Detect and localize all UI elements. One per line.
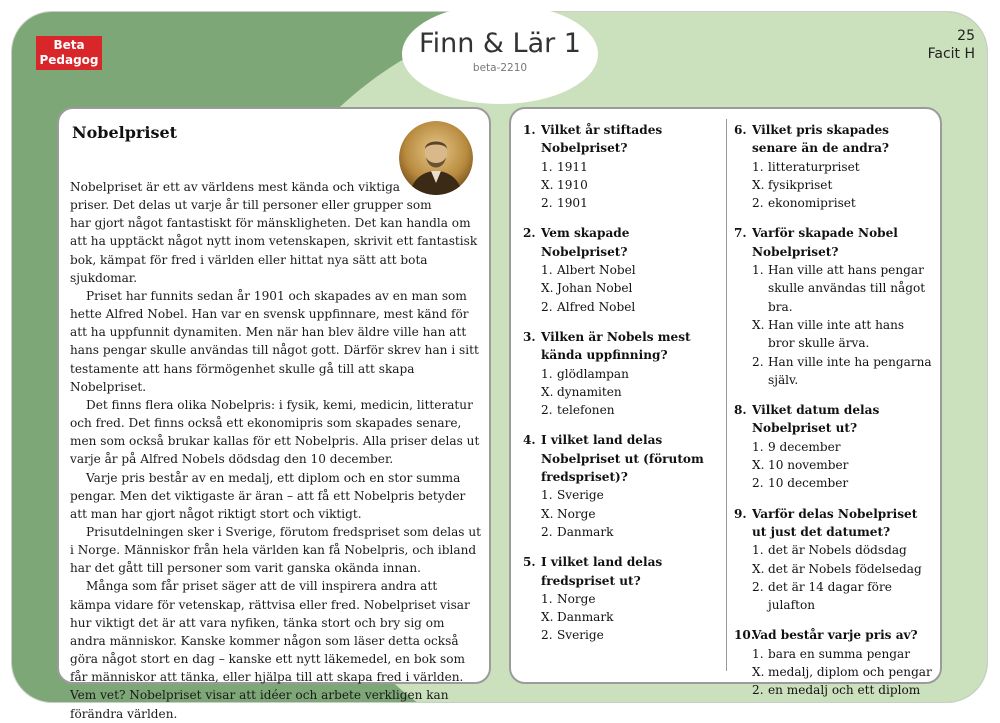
option-text: Sverige	[557, 628, 604, 643]
question-3	[523, 328, 719, 419]
answer-option	[523, 383, 719, 401]
logo-line-1: Beta	[53, 38, 85, 52]
option-text: fysikpriset	[768, 177, 833, 192]
option-label: 2.	[541, 196, 553, 211]
questions-panel	[509, 107, 942, 698]
answer-option	[523, 608, 719, 626]
option-label: 2.	[752, 196, 764, 211]
option-label: 1.	[541, 263, 553, 278]
option-label: X.	[541, 281, 554, 296]
column-divider	[726, 119, 727, 671]
answer-option	[734, 456, 934, 474]
answer-option	[523, 505, 719, 523]
question-label: Vilket pris skapades senare än de andra?	[752, 123, 889, 156]
answer-option	[523, 486, 719, 504]
option-text: 10 december	[768, 476, 849, 491]
option-label: 2.	[541, 524, 553, 539]
option-text: Han ville inte att hans bror skulle ärva.	[768, 317, 905, 351]
option-label: 2.	[752, 354, 764, 369]
option-text: glödlampan	[557, 366, 629, 381]
option-text: 1901	[557, 196, 588, 211]
question-4	[523, 431, 719, 541]
option-text: telefonen	[557, 403, 615, 418]
text-intro-line-1: Nobelpriset är ett av världens mest kända och viktiga	[70, 180, 401, 194]
option-text: Norge	[557, 506, 596, 521]
answer-option	[734, 578, 934, 615]
answer-option	[734, 353, 934, 390]
question-text	[734, 401, 934, 438]
option-label: X.	[752, 317, 765, 332]
text-paragraph: Priset har funnits sedan år 1901 och skapades av en man som hette Alfred Nobel. Han var en svensk uppfinnare, mest känd för att ha uppfunnit dynamiten. Men när han blev äldre ville han att hans pengar skulle användas till något gott. Därför skrev han i sitt testamente att hans förmögenhet skulle gå till att skapa Nobelpriset.	[70, 288, 479, 394]
answer-option	[734, 541, 934, 559]
answer-option	[523, 158, 719, 176]
question-label: Vilket år stiftades Nobelpriset?	[541, 123, 663, 156]
text-heading: Nobelpriset	[72, 123, 178, 142]
questions-column-1	[523, 121, 719, 657]
question-text	[523, 224, 719, 261]
text-paragraph: Varje pris består av en medalj, ett diplom och en stor summa pengar. Men det viktigaste är äran – att få ett Nobelpris betyder att man har gjort något riktigt stort och viktigt.	[70, 470, 466, 521]
question-9	[734, 505, 934, 615]
question-label: Vad består varje pris av?	[752, 628, 918, 643]
option-label: 1.	[752, 263, 764, 278]
option-label: X.	[541, 177, 554, 192]
question-number: 10.	[734, 628, 756, 643]
questions-column-2	[734, 121, 934, 712]
answer-option	[523, 626, 719, 644]
option-label: X.	[752, 458, 765, 473]
question-1	[523, 121, 719, 212]
question-label: Vem skapade Nobelpriset?	[541, 226, 630, 259]
text-paragraph: Många som får priset säger att de vill inspirera andra att kämpa vidare för vetenskap, rättvisa eller fred. Nobelpriset visar hur viktigt det är att vara nyfiken, tänka stort och bry sig om andra människor. Kanske kommer någon som läser detta också göra något stort en dag – kanske ett nytt läkemedel, en bok som får människor att tänka, eller hjälpa till att skapa fred i världen. Vem vet? Nobelpriset visar att idéer och arbete verkligen kan förändra världen.	[70, 579, 470, 721]
page-number: 25	[957, 28, 975, 44]
question-label: I vilket land delas Nobelpriset ut (förutom fredspriset)?	[541, 433, 704, 485]
option-text: Han ville att hans pengar skulle användas till något bra.	[768, 263, 926, 314]
question-text	[734, 224, 934, 261]
option-label: 1.	[541, 159, 553, 174]
reading-text	[70, 178, 482, 723]
option-text: Han ville inte ha pengarna själv.	[768, 354, 932, 387]
question-number: 7.	[734, 226, 747, 241]
option-label: 1.	[541, 591, 553, 606]
question-text	[523, 328, 719, 365]
option-label: 2.	[541, 299, 553, 314]
text-paragraph: har gjort något fantastiskt för mänskligheten. Det kan handla om att ha upptäckt något nytt inom vetenskapen, skrivit ett fantastisk bok, kämpat för fred i världen eller hittat nya sätt att bota sjukdomar.	[70, 216, 478, 285]
answer-option	[734, 194, 934, 212]
option-text: Sverige	[557, 488, 604, 503]
answer-option	[734, 158, 934, 176]
answer-option	[734, 663, 934, 681]
option-text: 1911	[557, 159, 588, 174]
option-label: 2.	[541, 628, 553, 643]
option-label: X.	[752, 177, 765, 192]
text-paragraph: Prisutdelningen sker i Sverige, förutom fredspriset som delas ut i Norge. Människor från hela världen kan få Nobelpris, och ibland har det gått till personer som varit ganska okända innan.	[70, 524, 482, 576]
option-text: 10 november	[768, 458, 849, 473]
answer-option	[523, 401, 719, 419]
option-text: det är Nobels födelsedag	[768, 561, 922, 576]
answer-option	[523, 194, 719, 212]
text-intro	[70, 178, 482, 214]
worksheet-title: Finn & Lär 1	[419, 28, 581, 59]
answer-option	[523, 176, 719, 194]
option-label: 1.	[541, 488, 553, 503]
answer-option	[734, 474, 934, 492]
question-number: 6.	[734, 123, 747, 137]
answer-option	[523, 298, 719, 316]
option-text: Danmark	[557, 610, 614, 625]
answer-option	[734, 681, 934, 699]
question-text	[523, 431, 719, 486]
logo-line-2: Pedagog	[39, 53, 99, 67]
option-label: 1.	[541, 366, 553, 381]
option-text: det är Nobels dödsdag	[768, 543, 907, 558]
text-intro-line-2: priser. Det delas ut varje år till personer eller grupper som	[70, 198, 432, 213]
option-text: Danmark	[557, 524, 614, 539]
option-label: X.	[752, 561, 765, 576]
question-label: I vilket land delas fredspriset ut?	[541, 555, 663, 588]
option-text: dynamiten	[557, 384, 622, 399]
answer-option	[734, 176, 934, 194]
worksheet-code: beta-2210	[472, 62, 528, 74]
option-text: det är 14 dagar före julafton	[768, 579, 892, 613]
option-label: 1.	[752, 646, 764, 661]
answer-option	[523, 590, 719, 608]
question-number: 5.	[523, 555, 536, 570]
question-8	[734, 401, 934, 492]
option-text: 1910	[557, 177, 588, 192]
question-label: Vilket datum delas Nobelpriset ut?	[752, 403, 880, 436]
option-label: 2.	[752, 579, 764, 594]
question-text	[523, 553, 719, 590]
answer-option	[523, 523, 719, 541]
option-label: 1.	[752, 543, 764, 558]
question-5	[523, 553, 719, 644]
option-text: en medalj och ett diplom	[768, 683, 921, 698]
text-paragraph: Det finns flera olika Nobelpris: i fysik, kemi, medicin, litteratur och fred. Det finns också ett ekonomipris som skapades senare, men som också brukar kallas för ett Nobelpris. Alla priser delas ut varje år på Alfred Nobels dödsdag den 10 december.	[70, 397, 480, 467]
reading-text-panel	[57, 107, 491, 721]
answer-option	[523, 365, 719, 383]
option-label: X.	[541, 610, 554, 625]
question-6	[734, 121, 934, 212]
option-label: 2.	[541, 403, 553, 418]
option-label: 2.	[752, 683, 764, 698]
question-2	[523, 224, 719, 315]
question-text	[734, 121, 934, 158]
beta-pedagog-logo	[36, 36, 102, 70]
option-text: Albert Nobel	[557, 263, 636, 278]
answer-option	[523, 261, 719, 279]
question-number: 8.	[734, 403, 747, 418]
answer-option	[734, 560, 934, 578]
answer-option	[734, 438, 934, 456]
question-number: 3.	[523, 329, 536, 344]
question-number: 1.	[523, 123, 536, 137]
option-text: Norge	[557, 591, 596, 606]
answer-option	[734, 261, 934, 316]
question-label: Vilken är Nobels mest kända uppfinning?	[541, 329, 691, 363]
question-text	[734, 626, 934, 644]
page-info	[928, 27, 975, 63]
question-7	[734, 224, 934, 389]
question-label: Varför skapade Nobel Nobelpriset?	[752, 226, 898, 259]
option-text: medalj, diplom och pengar	[768, 665, 932, 680]
question-text	[523, 121, 719, 158]
answer-option	[734, 316, 934, 353]
option-text: Johan Nobel	[557, 281, 633, 296]
question-number: 2.	[523, 226, 536, 241]
answer-option	[734, 645, 934, 663]
facit-label: Facit H	[927, 46, 975, 62]
question-number: 9.	[734, 506, 747, 521]
question-text	[734, 505, 934, 542]
question-number: 4.	[523, 433, 536, 448]
option-text: Alfred Nobel	[557, 299, 636, 314]
option-label: 2.	[752, 476, 764, 491]
option-text: ekonomipriset	[768, 196, 856, 211]
question-label: Varför delas Nobelpriset ut just det datumet?	[752, 506, 918, 539]
option-text: bara en summa pengar	[768, 646, 910, 661]
option-label: X.	[541, 384, 554, 399]
answer-option	[523, 279, 719, 297]
question-10	[734, 626, 934, 699]
option-label: X.	[752, 665, 765, 680]
option-text: 9 december	[768, 439, 841, 454]
option-label: 1.	[752, 439, 764, 454]
option-text: litteraturpriset	[768, 159, 860, 174]
option-label: X.	[541, 506, 554, 521]
option-label: 1.	[752, 159, 764, 174]
title-badge	[402, 4, 598, 104]
